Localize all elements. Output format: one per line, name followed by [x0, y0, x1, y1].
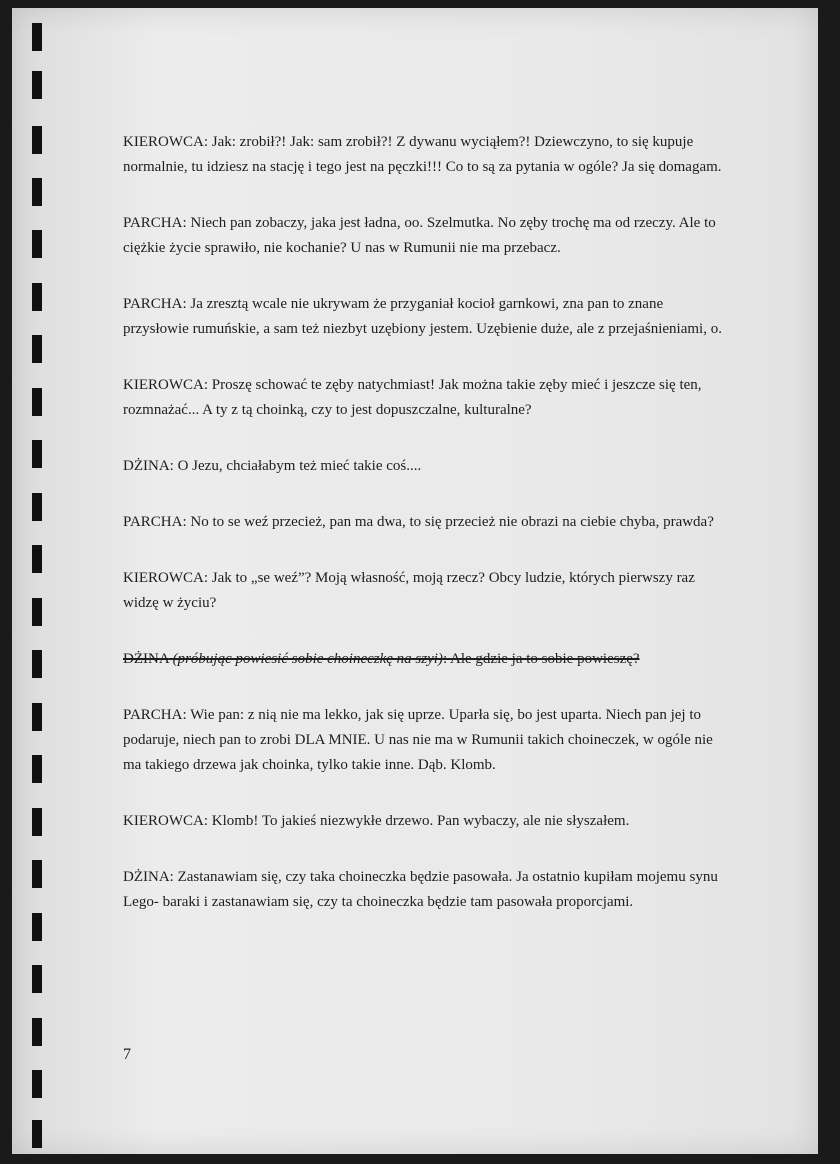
binding-hole	[32, 440, 42, 468]
speaker-name: DŻINA:	[123, 458, 174, 474]
dialogue-line	[123, 566, 723, 616]
dialogue-line	[123, 809, 723, 834]
binding-hole	[32, 283, 42, 311]
struck-dialogue-line	[123, 647, 723, 672]
dialogue-line	[123, 373, 723, 423]
binding-hole	[32, 230, 42, 258]
dialogue-text: Zastanawiam się, czy taka choineczka będzie pasowała. Ja ostatnio kupiłam mojemu synu Lego- baraki i zastanawiam się, czy ta choineczka będzie tam pasowała proporcjami.	[123, 869, 718, 910]
speaker-name: KIEROWCA:	[123, 134, 208, 150]
dialogue-line	[123, 703, 723, 778]
dialogue-text: Ja zresztą wcale nie ukrywam że przyganiał kocioł garnkowi, zna pan to znane przysłowie rumuńskie, a sam też niezbyt uzębiony jestem. Uzębienie duże, ale z przejaśnieniami, o.	[123, 296, 722, 337]
dialogue-text: Klomb! To jakieś niezwykłe drzewo. Pan wybaczy, ale nie słyszałem.	[211, 813, 630, 829]
binding-hole	[32, 23, 42, 51]
dialogue-text: Jak: zrobił?! Jak: sam zrobił?! Z dywanu wyciąłem?! Dziewczyno, to się kupuje normalnie, tu idziesz na stację i tego jest na pęczki!!! Co to są za pytania w ogóle? Ja się domagam.	[123, 134, 722, 175]
dialogue-line	[123, 292, 723, 342]
dialogue-line	[123, 211, 723, 261]
dialogue-text: : Ale gdzie ja to sobie powieszę?	[442, 651, 640, 667]
binding-hole	[32, 598, 42, 626]
speaker-name: PARCHA:	[123, 707, 187, 723]
dialogue-text: No to se weź przecież, pan ma dwa, to się przecież nie obrazi na ciebie chyba, prawda?	[190, 514, 714, 530]
dialogue-line	[123, 454, 723, 479]
binding-hole	[32, 703, 42, 731]
binding-hole	[32, 493, 42, 521]
speaker-name: PARCHA:	[123, 296, 187, 312]
binding-hole	[32, 126, 42, 154]
script-text	[123, 130, 723, 946]
binding-hole	[32, 1070, 42, 1098]
speaker-name: DŻINA:	[123, 869, 174, 885]
binding-hole	[32, 545, 42, 573]
binding-hole	[32, 755, 42, 783]
page-number: 7	[123, 1046, 131, 1063]
dialogue-text: Jak to „se weź”? Moją własność, moją rzecz? Obcy ludzie, których pierwszy raz widzę w życiu?	[123, 570, 695, 611]
binding-hole	[32, 1018, 42, 1046]
document-page	[12, 8, 818, 1154]
dialogue-line	[123, 865, 723, 915]
binding-hole	[32, 965, 42, 993]
speaker-name: DŻINA	[123, 651, 169, 667]
binding-holes	[24, 8, 52, 1154]
binding-hole	[32, 71, 42, 99]
binding-hole	[32, 913, 42, 941]
binding-hole	[32, 178, 42, 206]
dialogue-text: Niech pan zobaczy, jaka jest ładna, oo. Szelmutka. No zęby trochę ma od rzeczy. Ale to ciężkie życie sprawiło, nie kochanie? U nas w Rumunii nie ma przebacz.	[123, 215, 716, 256]
binding-hole	[32, 650, 42, 678]
dialogue-text: O Jezu, chciałabym też mieć takie coś....	[177, 458, 422, 474]
speaker-name: PARCHA:	[123, 514, 187, 530]
binding-hole	[32, 808, 42, 836]
dialogue-text: Wie pan: z nią nie ma lekko, jak się uprze. Uparła się, bo jest uparta. Niech pan jej to podaruje, niech pan to zrobi DLA MNIE. U nas nie ma w Rumunii takich choineczek, w ogóle nie ma takiego drzewa jak choinka, tylko takie inne. Dąb. Klomb.	[123, 707, 713, 773]
binding-hole	[32, 335, 42, 363]
speaker-name: KIEROWCA:	[123, 377, 208, 393]
speaker-name: PARCHA:	[123, 215, 187, 231]
dialogue-text: Proszę schować te zęby natychmiast! Jak można takie zęby mieć i jeszcze się ten, rozmnażać... A ty z tą choinką, czy to jest dopuszczalne, kulturalne?	[123, 377, 702, 418]
dialogue-line	[123, 130, 723, 180]
stage-direction: (próbując powiesić sobie choineczkę na szyi)	[172, 651, 443, 667]
binding-hole	[32, 860, 42, 888]
binding-hole	[32, 1120, 42, 1148]
speaker-name: KIEROWCA:	[123, 813, 208, 829]
dialogue-line	[123, 510, 723, 535]
speaker-name: KIEROWCA:	[123, 570, 208, 586]
binding-hole	[32, 388, 42, 416]
